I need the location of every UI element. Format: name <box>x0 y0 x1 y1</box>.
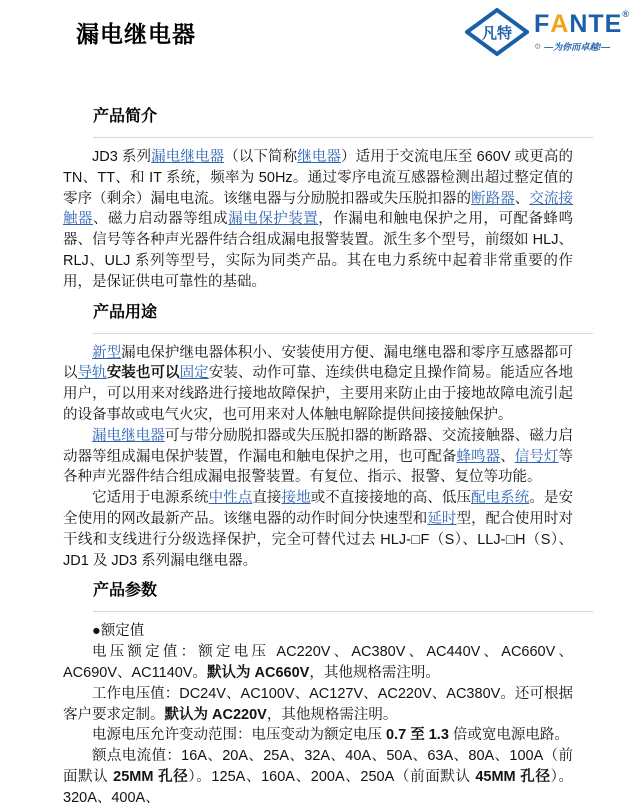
inline-link[interactable]: 接地 <box>281 490 311 507</box>
text-run: 额点电流值：16A、20A、25A、32A、40A、50A、63A、80A、100A（前面默认 <box>63 748 573 785</box>
inline-link[interactable]: 漏电继电器 <box>92 427 165 444</box>
brand-letter-accent: A <box>550 9 570 38</box>
inline-link[interactable]: 断路器 <box>471 190 515 207</box>
text-run: （以下简称 <box>224 149 298 165</box>
paragraph <box>63 746 573 808</box>
inline-link[interactable]: 蜂鸣器 <box>456 448 501 465</box>
inline-link[interactable]: 漏电继电器 <box>151 149 225 165</box>
paragraph <box>63 488 573 571</box>
inline-link[interactable]: 漏电保护装置 <box>228 211 319 228</box>
section-usage <box>63 303 573 572</box>
section-heading-usage: 产品用途 <box>93 303 593 334</box>
inline-link[interactable]: 配电系统 <box>471 490 530 507</box>
inline-link[interactable]: 新型 <box>92 344 122 361</box>
text-run: 漏电保护继电器体积小、安装使用方便、漏电继电器和零序互感器都可以 <box>63 344 573 382</box>
section-body-intro <box>63 147 573 293</box>
text-run: ，作漏电和触电保护之用，可配备蜂鸣器、信号等各种声光器件结合组成漏电报警装置。派生多个型号，前缀如 HLJ、RLJ、ULJ 系列等型号，实际为同类产品。其在电力系统中起着非常重要的作用，是保证供电可靠性的基础。 <box>63 211 574 290</box>
text-run: ）适用于交流电压至 660V 或更高的 TN、TT、和 IT 系统，频率为 50Hz。通过零序电流互感器检测出超过整定值的零序（剩余）漏电电流。该继电器与分励脱扣器或失压脱扣器的 <box>63 149 573 207</box>
paragraph <box>63 426 573 488</box>
registered-trademark-icon: ® <box>622 8 630 19</box>
text-run: 电源电压允许变动范围：电压变动为额定电压 <box>92 727 387 744</box>
section-heading-params: 产品参数 <box>93 581 593 612</box>
text-run: 它适用于电源系统 <box>92 490 209 507</box>
text-run: 工作电压值：DC24V、AC100V、AC127V、AC220V、AC380V。还可根据客户要求定制。 <box>63 685 573 723</box>
text-run: 电压额定值：额定电压 AC220V、AC380V、AC440V、AC660V、AC690V、AC1140V。 <box>63 644 573 681</box>
paragraph <box>63 642 573 684</box>
text-run: 45MM 孔径 <box>475 768 551 785</box>
inline-link[interactable]: 固定 <box>179 365 209 382</box>
text-run: 型，配合使用时对干线和支线进行分级选择保护，完全可替代过去 HLJ-□F（S）、LLJ-□H（S）、JD1 及 JD3 系列漏电继电器。 <box>63 510 574 569</box>
paragraph <box>63 725 573 746</box>
text-run: ●额定值 <box>92 623 145 640</box>
text-run: 25MM 孔径 <box>113 768 189 785</box>
inline-link[interactable]: 交流接触器 <box>63 190 574 228</box>
text-run: 或不直接接地的高、低压 <box>310 490 472 507</box>
brand-letters: NTE <box>569 9 623 38</box>
text-run: 默认为 AC660V <box>207 664 310 681</box>
text-run: 默认为 AC220V <box>164 706 267 723</box>
inline-link[interactable]: 延时 <box>427 510 457 527</box>
paragraph <box>63 684 573 726</box>
text-run: 安装、动作可靠、连续供电稳定且操作简易。能适应各地用户，可以用来对线路进行接地故障保护，主要用来防止由于接地故障电流引起的设备事故或电气火灾，也可用来对人体触电解除提供间接接触保护。 <box>63 365 574 423</box>
text-run: ）。125A、160A、200A、250A（前面默认 <box>188 768 476 785</box>
inline-link[interactable]: 继电器 <box>297 149 342 165</box>
slogan-text: —为你而卓越!— <box>544 41 611 52</box>
paragraph <box>63 343 573 426</box>
diamond-brand-text: 凡特 <box>482 25 513 42</box>
text-run: 、磁力启动器等组成 <box>93 211 229 228</box>
inline-link[interactable]: 中性点 <box>208 490 253 507</box>
text-run: 可与带分励脱扣器或失压脱扣器的断路器、交流接触器、磁力启动器等组成漏电保护装置，作漏电和触电保护之用，也可配备 <box>63 427 573 465</box>
text-run: 、 <box>514 190 530 207</box>
content <box>63 0 573 809</box>
text-run: 等各种声光器件结合组成漏电报警装置。有复位、指示、报警、复位等功能。 <box>63 448 574 486</box>
text-run: 安装也可以 <box>106 365 180 382</box>
section-params <box>63 581 573 808</box>
text-run: 、 <box>500 448 515 465</box>
section-intro <box>63 107 573 293</box>
text-run: 。是安全使用的网改最新产品。该继电器的动作时间分快速型和 <box>63 490 573 527</box>
brand-letter: F <box>534 9 551 38</box>
text-run: 0.7 至 1.3 <box>386 727 449 744</box>
text-run: JD3 系列 <box>92 149 152 165</box>
inline-link[interactable]: 导轨 <box>77 365 107 382</box>
text-run: ）。320A、400A、 <box>63 768 574 806</box>
text-run: 倍或宽电源电路。 <box>448 727 569 744</box>
text-run: 直接 <box>252 490 282 507</box>
paragraph <box>63 621 573 642</box>
paragraph <box>63 147 573 293</box>
inline-link[interactable]: 信号灯 <box>514 448 559 465</box>
section-heading-intro: 产品简介 <box>93 107 593 138</box>
gear-icon: ⚙ <box>534 41 542 51</box>
section-body-params <box>63 621 573 808</box>
text-run: ，其他规格需注明。 <box>309 664 440 681</box>
section-body-usage <box>63 343 573 572</box>
page-title: 漏电继电器 <box>76 21 196 47</box>
text-run: ，其他规格需注明。 <box>266 706 398 723</box>
